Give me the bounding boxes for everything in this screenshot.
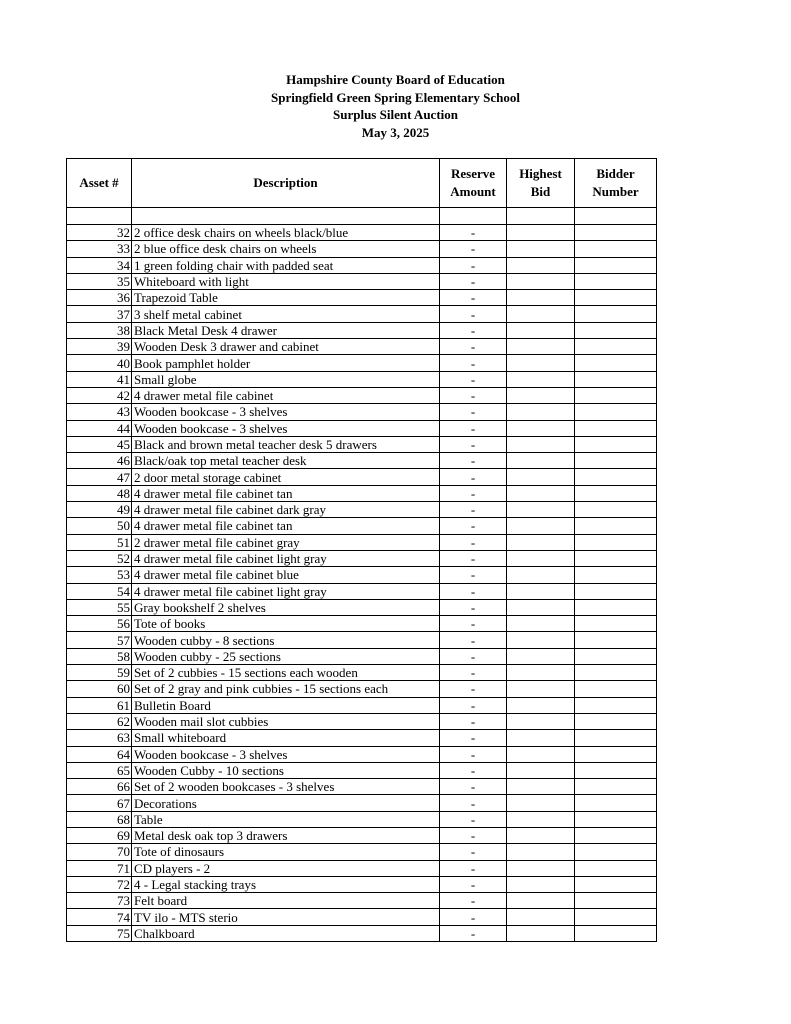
header-date: May 3, 2025 [361, 124, 430, 140]
bid-label: Highest Bid [519, 166, 562, 199]
bidder-number-cell [575, 746, 657, 762]
highest-bid-cell [507, 762, 575, 778]
reserve-amount-cell: - [440, 697, 507, 713]
reserve-amount-cell: - [440, 616, 507, 632]
highest-bid-cell [507, 876, 575, 892]
highest-bid-cell [507, 746, 575, 762]
reserve-amount-cell: - [440, 567, 507, 583]
description-cell: 2 office desk chairs on wheels black/blue [132, 225, 440, 241]
reserve-amount-cell: - [440, 648, 507, 664]
asset-number-cell: 49 [67, 502, 132, 518]
bidder-number-cell [575, 893, 657, 909]
highest-bid-cell [507, 355, 575, 371]
description-cell: Set of 2 wooden bookcases - 3 shelves [132, 779, 440, 795]
reserve-amount-cell: - [440, 290, 507, 306]
reserve-amount-cell: - [440, 387, 507, 403]
reserve-amount-cell: - [440, 534, 507, 550]
bidder-number-cell [575, 469, 657, 485]
table-row [67, 436, 657, 452]
reserve-amount-cell: - [440, 746, 507, 762]
table-row [67, 339, 657, 355]
highest-bid-cell [507, 241, 575, 257]
asset-number-cell: 71 [67, 860, 132, 876]
asset-number-cell: 56 [67, 616, 132, 632]
asset-number-cell: 62 [67, 713, 132, 729]
asset-number-cell: 67 [67, 795, 132, 811]
highest-bid-cell [507, 730, 575, 746]
spacer-cell [507, 208, 575, 225]
asset-number-cell: 54 [67, 583, 132, 599]
auction-table [66, 158, 657, 942]
description-cell: 4 drawer metal file cabinet light gray [132, 583, 440, 599]
bidder-number-cell [575, 225, 657, 241]
description-cell: 2 drawer metal file cabinet gray [132, 534, 440, 550]
asset-number-cell: 69 [67, 827, 132, 843]
table-row [67, 632, 657, 648]
highest-bid-cell [507, 697, 575, 713]
description-cell: Bulletin Board [132, 697, 440, 713]
description-cell: 4 - Legal stacking trays [132, 876, 440, 892]
bidder-number-cell [575, 779, 657, 795]
asset-number-cell: 65 [67, 762, 132, 778]
asset-number-cell: 58 [67, 648, 132, 664]
asset-number-cell: 42 [67, 387, 132, 403]
bidder-number-cell [575, 909, 657, 925]
description-cell: CD players - 2 [132, 860, 440, 876]
highest-bid-cell [507, 827, 575, 843]
description-cell: Black/oak top metal teacher desk [132, 453, 440, 469]
bidder-number-cell [575, 925, 657, 941]
table-row [67, 550, 657, 566]
table-row [67, 730, 657, 746]
spacer-cell [132, 208, 440, 225]
highest-bid-cell [507, 502, 575, 518]
asset-number-cell: 48 [67, 485, 132, 501]
description-cell: Whiteboard with light [132, 273, 440, 289]
highest-bid-cell [507, 518, 575, 534]
table-row [67, 811, 657, 827]
description-cell: Tote of dinosaurs [132, 844, 440, 860]
table-row [67, 616, 657, 632]
description-cell: Wooden bookcase - 3 shelves [132, 404, 440, 420]
highest-bid-cell [507, 420, 575, 436]
table-row [67, 355, 657, 371]
asset-number-cell: 53 [67, 567, 132, 583]
reserve-amount-cell: - [440, 404, 507, 420]
highest-bid-cell [507, 925, 575, 941]
bidder-number-cell [575, 273, 657, 289]
highest-bid-cell [507, 436, 575, 452]
table-header-row [67, 159, 657, 208]
reserve-amount-cell: - [440, 550, 507, 566]
asset-number-cell: 73 [67, 893, 132, 909]
asset-number-cell: 66 [67, 779, 132, 795]
bidder-number-cell [575, 632, 657, 648]
reserve-amount-cell: - [440, 241, 507, 257]
asset-number-cell: 75 [67, 925, 132, 941]
reserve-amount-cell: - [440, 502, 507, 518]
table-row [67, 420, 657, 436]
column-header-asset: Asset # [67, 159, 132, 208]
description-cell: Black and brown metal teacher desk 5 drawers [132, 436, 440, 452]
highest-bid-cell [507, 632, 575, 648]
table-row [67, 762, 657, 778]
table-row [67, 241, 657, 257]
asset-number-cell: 60 [67, 681, 132, 697]
highest-bid-cell [507, 909, 575, 925]
reserve-amount-cell: - [440, 893, 507, 909]
table-row [67, 665, 657, 681]
reserve-amount-cell: - [440, 762, 507, 778]
description-cell: Gray bookshelf 2 shelves [132, 599, 440, 615]
reserve-amount-cell: - [440, 469, 507, 485]
asset-number-cell: 39 [67, 339, 132, 355]
highest-bid-cell [507, 713, 575, 729]
asset-number-cell: 52 [67, 550, 132, 566]
highest-bid-cell [507, 599, 575, 615]
description-cell: Book pamphlet holder [132, 355, 440, 371]
highest-bid-cell [507, 257, 575, 273]
description-cell: Wooden cubby - 25 sections [132, 648, 440, 664]
highest-bid-cell [507, 404, 575, 420]
description-cell: 3 shelf metal cabinet [132, 306, 440, 322]
bidder-number-cell [575, 306, 657, 322]
reserve-amount-cell: - [440, 925, 507, 941]
asset-number-cell: 70 [67, 844, 132, 860]
description-cell: Wooden Cubby - 10 sections [132, 762, 440, 778]
reserve-amount-cell: - [440, 779, 507, 795]
reserve-amount-cell: - [440, 909, 507, 925]
bidder-number-cell [575, 322, 657, 338]
table-row [67, 909, 657, 925]
reserve-amount-cell: - [440, 599, 507, 615]
asset-number-cell: 43 [67, 404, 132, 420]
table-row [67, 827, 657, 843]
reserve-amount-cell: - [440, 811, 507, 827]
bidder-number-cell [575, 665, 657, 681]
highest-bid-cell [507, 550, 575, 566]
asset-number-cell: 38 [67, 322, 132, 338]
header-school: Springfield Green Spring Elementary School [271, 89, 520, 105]
asset-number-cell: 33 [67, 241, 132, 257]
asset-number-cell: 40 [67, 355, 132, 371]
bidder-number-cell [575, 534, 657, 550]
highest-bid-cell [507, 860, 575, 876]
reserve-amount-cell: - [440, 583, 507, 599]
header-organization: Hampshire County Board of Education [286, 72, 505, 87]
reserve-amount-cell: - [440, 355, 507, 371]
table-row [67, 925, 657, 941]
reserve-amount-cell: - [440, 371, 507, 387]
highest-bid-cell [507, 779, 575, 795]
table-row [67, 371, 657, 387]
table-row [67, 893, 657, 909]
reserve-amount-cell: - [440, 860, 507, 876]
table-row [67, 387, 657, 403]
description-cell: Trapezoid Table [132, 290, 440, 306]
table-row [67, 876, 657, 892]
reserve-amount-cell: - [440, 306, 507, 322]
description-cell: Table [132, 811, 440, 827]
table-row [67, 713, 657, 729]
reserve-amount-cell: - [440, 339, 507, 355]
table-row [67, 257, 657, 273]
description-cell: Wooden mail slot cubbies [132, 713, 440, 729]
highest-bid-cell [507, 795, 575, 811]
table-row [67, 681, 657, 697]
asset-number-cell: 45 [67, 436, 132, 452]
asset-number-cell: 63 [67, 730, 132, 746]
bidder-number-cell [575, 241, 657, 257]
bidder-number-cell [575, 404, 657, 420]
asset-number-cell: 47 [67, 469, 132, 485]
highest-bid-cell [507, 681, 575, 697]
table-row [67, 599, 657, 615]
document-header [0, 71, 791, 141]
bidder-number-cell [575, 567, 657, 583]
description-cell: Small whiteboard [132, 730, 440, 746]
table-row [67, 534, 657, 550]
asset-number-cell: 35 [67, 273, 132, 289]
highest-bid-cell [507, 387, 575, 403]
description-cell: 4 drawer metal file cabinet tan [132, 485, 440, 501]
table-row [67, 746, 657, 762]
highest-bid-cell [507, 648, 575, 664]
table-row [67, 322, 657, 338]
asset-number-cell: 37 [67, 306, 132, 322]
table-row [67, 453, 657, 469]
bidder-number-cell [575, 795, 657, 811]
column-header-reserve [440, 159, 507, 208]
asset-number-cell: 51 [67, 534, 132, 550]
reserve-amount-cell: - [440, 730, 507, 746]
table-row [67, 518, 657, 534]
bidder-number-cell [575, 485, 657, 501]
highest-bid-cell [507, 469, 575, 485]
bidder-number-cell [575, 583, 657, 599]
reserve-amount-cell: - [440, 713, 507, 729]
description-cell: Black Metal Desk 4 drawer [132, 322, 440, 338]
bidder-number-cell [575, 257, 657, 273]
bidder-number-cell [575, 730, 657, 746]
reserve-amount-cell: - [440, 681, 507, 697]
bidder-number-cell [575, 502, 657, 518]
bidder-number-cell [575, 355, 657, 371]
description-cell: Set of 2 cubbies - 15 sections each wooden [132, 665, 440, 681]
asset-number-cell: 41 [67, 371, 132, 387]
bidder-number-cell [575, 616, 657, 632]
table-row [67, 860, 657, 876]
bidder-number-cell [575, 290, 657, 306]
table-row [67, 290, 657, 306]
column-header-description: Description [132, 159, 440, 208]
asset-number-cell: 36 [67, 290, 132, 306]
highest-bid-cell [507, 339, 575, 355]
header-event: Surplus Silent Auction [333, 107, 458, 122]
column-header-bid [507, 159, 575, 208]
highest-bid-cell [507, 322, 575, 338]
highest-bid-cell [507, 273, 575, 289]
reserve-amount-cell: - [440, 453, 507, 469]
description-cell: TV ilo - MTS sterio [132, 909, 440, 925]
bidder-number-cell [575, 518, 657, 534]
table-row [67, 795, 657, 811]
highest-bid-cell [507, 306, 575, 322]
table-row [67, 779, 657, 795]
asset-number-cell: 32 [67, 225, 132, 241]
spacer-cell [575, 208, 657, 225]
bidder-number-cell [575, 599, 657, 615]
table-row [67, 306, 657, 322]
description-cell: Wooden cubby - 8 sections [132, 632, 440, 648]
reserve-amount-cell: - [440, 257, 507, 273]
table-row [67, 273, 657, 289]
bidder-number-cell [575, 844, 657, 860]
asset-number-cell: 72 [67, 876, 132, 892]
highest-bid-cell [507, 534, 575, 550]
highest-bid-cell [507, 485, 575, 501]
asset-number-cell: 50 [67, 518, 132, 534]
bidder-number-cell [575, 371, 657, 387]
bidder-number-cell [575, 648, 657, 664]
spacer-cell [67, 208, 132, 225]
reserve-amount-cell: - [440, 518, 507, 534]
description-cell: 4 drawer metal file cabinet blue [132, 567, 440, 583]
reserve-amount-cell: - [440, 322, 507, 338]
spacer-row [67, 208, 657, 225]
description-cell: 2 door metal storage cabinet [132, 469, 440, 485]
description-cell: Felt board [132, 893, 440, 909]
bidder-number-cell [575, 453, 657, 469]
column-header-bidder [575, 159, 657, 208]
description-cell: 4 drawer metal file cabinet [132, 387, 440, 403]
bidder-number-cell [575, 697, 657, 713]
table-row [67, 567, 657, 583]
description-cell: 4 drawer metal file cabinet dark gray [132, 502, 440, 518]
description-cell: Chalkboard [132, 925, 440, 941]
description-cell: Decorations [132, 795, 440, 811]
description-cell: Set of 2 gray and pink cubbies - 15 sections each [132, 681, 440, 697]
bidder-number-cell [575, 860, 657, 876]
asset-number-cell: 61 [67, 697, 132, 713]
asset-number-cell: 34 [67, 257, 132, 273]
highest-bid-cell [507, 616, 575, 632]
bidder-number-cell [575, 876, 657, 892]
highest-bid-cell [507, 225, 575, 241]
asset-number-cell: 59 [67, 665, 132, 681]
bidder-number-cell [575, 339, 657, 355]
table-row [67, 697, 657, 713]
spacer-cell [440, 208, 507, 225]
asset-number-cell: 68 [67, 811, 132, 827]
bidder-number-cell [575, 550, 657, 566]
description-cell: Wooden bookcase - 3 shelves [132, 420, 440, 436]
reserve-amount-cell: - [440, 436, 507, 452]
asset-number-cell: 57 [67, 632, 132, 648]
table-row [67, 469, 657, 485]
highest-bid-cell [507, 811, 575, 827]
description-cell: 4 drawer metal file cabinet light gray [132, 550, 440, 566]
reserve-amount-cell: - [440, 844, 507, 860]
reserve-amount-cell: - [440, 225, 507, 241]
bidder-number-cell [575, 387, 657, 403]
reserve-amount-cell: - [440, 876, 507, 892]
table-row [67, 648, 657, 664]
highest-bid-cell [507, 371, 575, 387]
table-row [67, 583, 657, 599]
bidder-number-cell [575, 681, 657, 697]
table-row [67, 502, 657, 518]
reserve-label: Reserve Amount [450, 166, 496, 199]
highest-bid-cell [507, 453, 575, 469]
description-cell: Metal desk oak top 3 drawers [132, 827, 440, 843]
bidder-label: Bidder Number [592, 166, 639, 199]
table-row [67, 844, 657, 860]
asset-number-cell: 64 [67, 746, 132, 762]
description-cell: Small globe [132, 371, 440, 387]
reserve-amount-cell: - [440, 632, 507, 648]
description-cell: 4 drawer metal file cabinet tan [132, 518, 440, 534]
bidder-number-cell [575, 827, 657, 843]
asset-number-cell: 74 [67, 909, 132, 925]
reserve-amount-cell: - [440, 273, 507, 289]
description-cell: 2 blue office desk chairs on wheels [132, 241, 440, 257]
bidder-number-cell [575, 420, 657, 436]
table-row [67, 485, 657, 501]
table-row [67, 225, 657, 241]
description-cell: 1 green folding chair with padded seat [132, 257, 440, 273]
bidder-number-cell [575, 713, 657, 729]
reserve-amount-cell: - [440, 795, 507, 811]
highest-bid-cell [507, 893, 575, 909]
reserve-amount-cell: - [440, 665, 507, 681]
description-cell: Tote of books [132, 616, 440, 632]
bidder-number-cell [575, 811, 657, 827]
table-row [67, 404, 657, 420]
description-cell: Wooden bookcase - 3 shelves [132, 746, 440, 762]
bidder-number-cell [575, 762, 657, 778]
highest-bid-cell [507, 844, 575, 860]
highest-bid-cell [507, 583, 575, 599]
asset-number-cell: 55 [67, 599, 132, 615]
highest-bid-cell [507, 665, 575, 681]
asset-number-cell: 44 [67, 420, 132, 436]
reserve-amount-cell: - [440, 485, 507, 501]
highest-bid-cell [507, 567, 575, 583]
highest-bid-cell [507, 290, 575, 306]
bidder-number-cell [575, 436, 657, 452]
asset-number-cell: 46 [67, 453, 132, 469]
reserve-amount-cell: - [440, 827, 507, 843]
description-cell: Wooden Desk 3 drawer and cabinet [132, 339, 440, 355]
reserve-amount-cell: - [440, 420, 507, 436]
